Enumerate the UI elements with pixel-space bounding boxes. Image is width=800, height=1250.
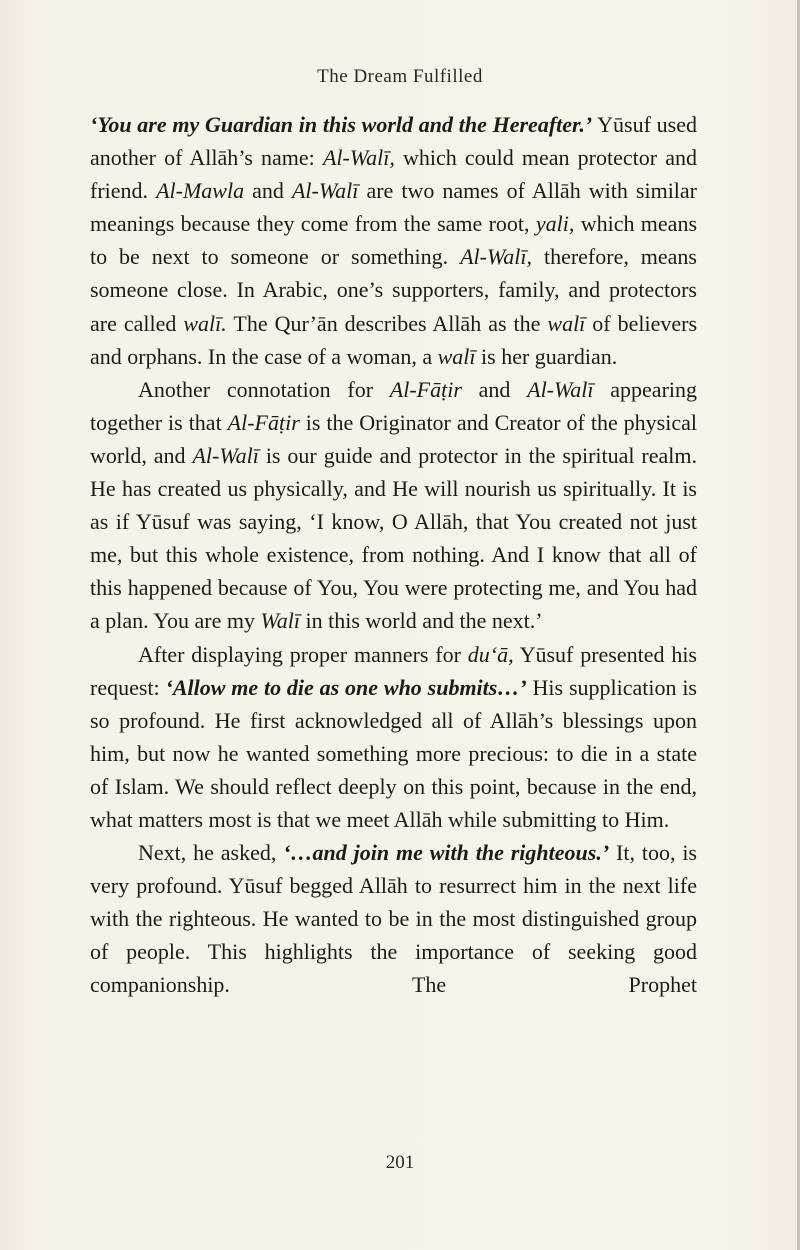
text-run: are two names of Allāh with similar meanings because they come from the same root, xyxy=(90,178,698,237)
text-run: After displaying proper manners for xyxy=(138,641,468,667)
text-run: and xyxy=(461,376,528,402)
quranic-quote: ‘…and join me with the righteous.’ xyxy=(283,840,610,866)
paragraph-1 xyxy=(90,108,697,373)
text-run: His supplication is so profound. He first acknowledged all of Allāh’s blessings upon him, but now he wanted something more precious: to die in a state of Islam. We should reflect deeply on this point, because in the end, what matters most is that we meet Allāh while submitting to Him. xyxy=(90,674,697,832)
running-head: The Dream Fulfilled xyxy=(317,66,483,87)
text-run: in this world and the next.’ xyxy=(300,608,543,634)
text-run: of believers and orphans. In the case of a woman, a xyxy=(90,310,698,369)
text-run: It, too, is very profound. Yūsuf begged Allāh to resurrect him in the next life with the righteous. He wanted to be in the most distinguished group of people. This highlights the importance of seeking good companionship. The Prophet xyxy=(90,840,697,998)
text-run: is her guardian. xyxy=(475,343,618,369)
italic-term: Al-Walī, xyxy=(322,145,395,171)
italic-term: walī xyxy=(547,310,586,336)
italic-term: Walī xyxy=(260,608,301,634)
text-run: therefore, means someone close. In Arabic, one’s supporters, family, and protectors are called xyxy=(90,244,697,336)
paragraph-2 xyxy=(90,373,697,638)
italic-term: Al-Fāṭir xyxy=(389,376,462,402)
italic-term: Al-Fāṭir xyxy=(227,409,300,435)
text-run: which could mean protector and friend. xyxy=(90,145,697,204)
quranic-quote: ‘Allow me to die as one who submits…’ xyxy=(165,674,527,700)
italic-term: Al-Walī xyxy=(291,178,359,204)
body-text xyxy=(90,108,697,1002)
text-run: Yūsuf used another of Allāh’s name: xyxy=(90,112,697,171)
italic-term: walī xyxy=(437,343,476,369)
text-run: is our guide and protector in the spiritual realm. He has created us physically, and He will nourish us spiritually. It is as if Yūsuf was saying, ‘I know, O Allāh, that You created not just me, but this whole existence, from nothing. And I know that all of this happened because of You, You were protecting me, and You had a plan. You are my xyxy=(90,442,698,634)
quranic-quote: ‘You are my Guardian in this world and the Hereafter.’ xyxy=(90,112,593,137)
italic-term: Al-Mawla xyxy=(156,178,245,204)
text-run: Another connotation for xyxy=(138,376,390,402)
text-run: appearing together is that xyxy=(90,376,698,435)
text-run: The Qur’ān describes Allāh as the xyxy=(226,310,548,336)
italic-term: du‘ā, xyxy=(467,641,514,667)
italic-term: Al-Walī, xyxy=(460,244,533,270)
italic-term: yali, xyxy=(535,211,575,237)
italic-term: walī. xyxy=(183,310,227,336)
paragraph-3 xyxy=(90,638,697,837)
text-run: Next, he asked, xyxy=(138,840,284,866)
text-run: which means to be next to someone or something. xyxy=(90,211,697,270)
text-run: Yūsuf presented his request: xyxy=(90,641,697,700)
text-run: is the Originator and Creator of the physical world, and xyxy=(90,409,697,468)
italic-term: Al-Walī xyxy=(192,442,259,468)
page-number: 201 xyxy=(385,1152,415,1173)
paragraph-4 xyxy=(90,836,697,1001)
italic-term: Al-Walī xyxy=(527,376,594,402)
text-run: and xyxy=(244,178,292,204)
